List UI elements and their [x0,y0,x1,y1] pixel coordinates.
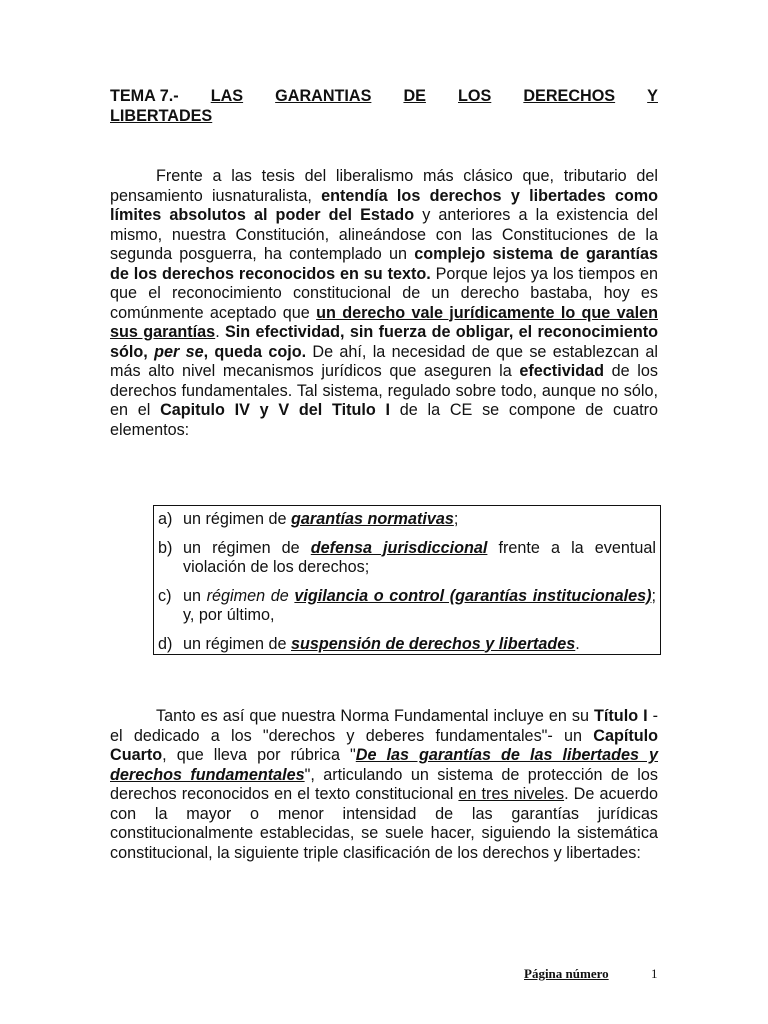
document-page [110,87,658,440]
text-run: Porque lejos ya los tiempos en que el reconocimiento constitucional de un derecho bastaba, hoy es comúnmente aceptado que [110,264,658,322]
bold-text: Sin efectividad, sin fuerza de obligar, el reconocimiento sólo, [110,323,658,361]
underlined-text: en tres niveles [458,785,565,803]
text-run: de los derechos fundamentales. Tal sistema, regulado sobre todo, aunque no sólo, en el [110,362,658,419]
text-run: De ahí, la necesidad de que se establezcan al más alto nivel mecanismos jurídicos que aseguren la [110,342,658,380]
list-item [158,539,656,578]
bold-text: efectividad [519,362,604,380]
bold-text: Capítulo Cuarto [110,726,658,764]
title-word: LAS [210,87,244,105]
bold-text: Título I [594,707,648,725]
list-item-text: un régimen de vigilancia o control (garantías institucionales); y, por último, [183,586,656,624]
list-marker: a) [158,510,173,528]
title-word: Y [647,87,658,105]
list-item [158,635,656,655]
page-number: 1 [651,966,658,981]
bold-italic-underlined-text: De las garantías de las libertades y derechos fundamentales [110,746,659,784]
emphasis-text: vigilancia o control (garantías institucionales) [294,586,652,605]
list-item [158,510,656,530]
text-run: ", articulando un sistema de protección de los derechos reconocidos en el texto constitucional [110,765,658,803]
italic-text: régimen de [206,586,289,605]
paragraph-intro [110,167,658,440]
list-item-text: un régimen de garantías normativas; [183,510,459,528]
text-run: Frente a las tesis del liberalismo más clásico que, tributario del pensamiento iusnaturalista, [110,167,658,205]
text-run: y anteriores a la existencia del mismo, nuestra Constitución, alineándose con las Constituciones de la segunda posguerra, ha contemplado un [110,206,658,263]
page-number-label: Página número [524,966,609,981]
bold-text: entendía los derechos y libertades como límites absolutos al poder del Estado [110,186,659,224]
title-prefix: TEMA 7.- [110,87,179,105]
elements-box [153,505,661,655]
emphasis-text: garantías normativas [291,510,454,528]
title-line-1 [110,87,658,107]
text-run: , que lleva por rúbrica " [162,746,356,764]
page-title [110,87,658,126]
list-marker: d) [158,634,173,653]
title-word: DERECHOS [523,87,616,105]
page-footer [524,964,658,984]
title-word: GARANTIAS [275,87,372,105]
emphasis-text: suspensión de derechos y libertades [291,634,576,653]
paragraph-chapter [110,707,658,863]
text-run: . De acuerdo con la mayor o menor intensidad de las garantías jurídicas constitucionalmente establecidas, se suele hacer, siguiendo la sistemática constitucional, la siguiente triple clasificación de los derechos y libertades: [110,785,659,862]
text-run: -el dedicado a los "derechos y deberes fundamentales"- un [110,707,659,745]
bold-text: , queda cojo. [203,342,307,361]
text-run: de la CE se compone de cuatro elementos: [110,401,658,439]
list-item-text: un régimen de suspensión de derechos y libertades. [183,634,580,653]
text-run: . [215,323,225,341]
emphasis-text: defensa jurisdiccional [310,538,488,557]
title-word: DE [403,87,426,105]
bold-text: complejo sistema de garantías de los derechos reconocidos en su texto. [110,245,658,283]
bold-italic-text: per se [154,342,204,361]
list-marker: b) [158,538,173,557]
text-run: Tanto es así que nuestra Norma Fundamental incluye en su [156,707,595,725]
title-line-2: LIBERTADES [110,106,213,125]
list-item [158,587,656,626]
list-marker: c) [158,586,172,605]
bold-underlined-text: un derecho vale jurídicamente lo que valen sus garantías [110,303,658,341]
title-word: LOS [458,87,492,105]
elements-list [158,510,656,654]
list-item-text: un régimen de defensa jurisdiccional frente a la eventual violación de los derechos; [183,538,656,576]
bold-text: Capitulo IV y V del Titulo I [160,401,391,419]
